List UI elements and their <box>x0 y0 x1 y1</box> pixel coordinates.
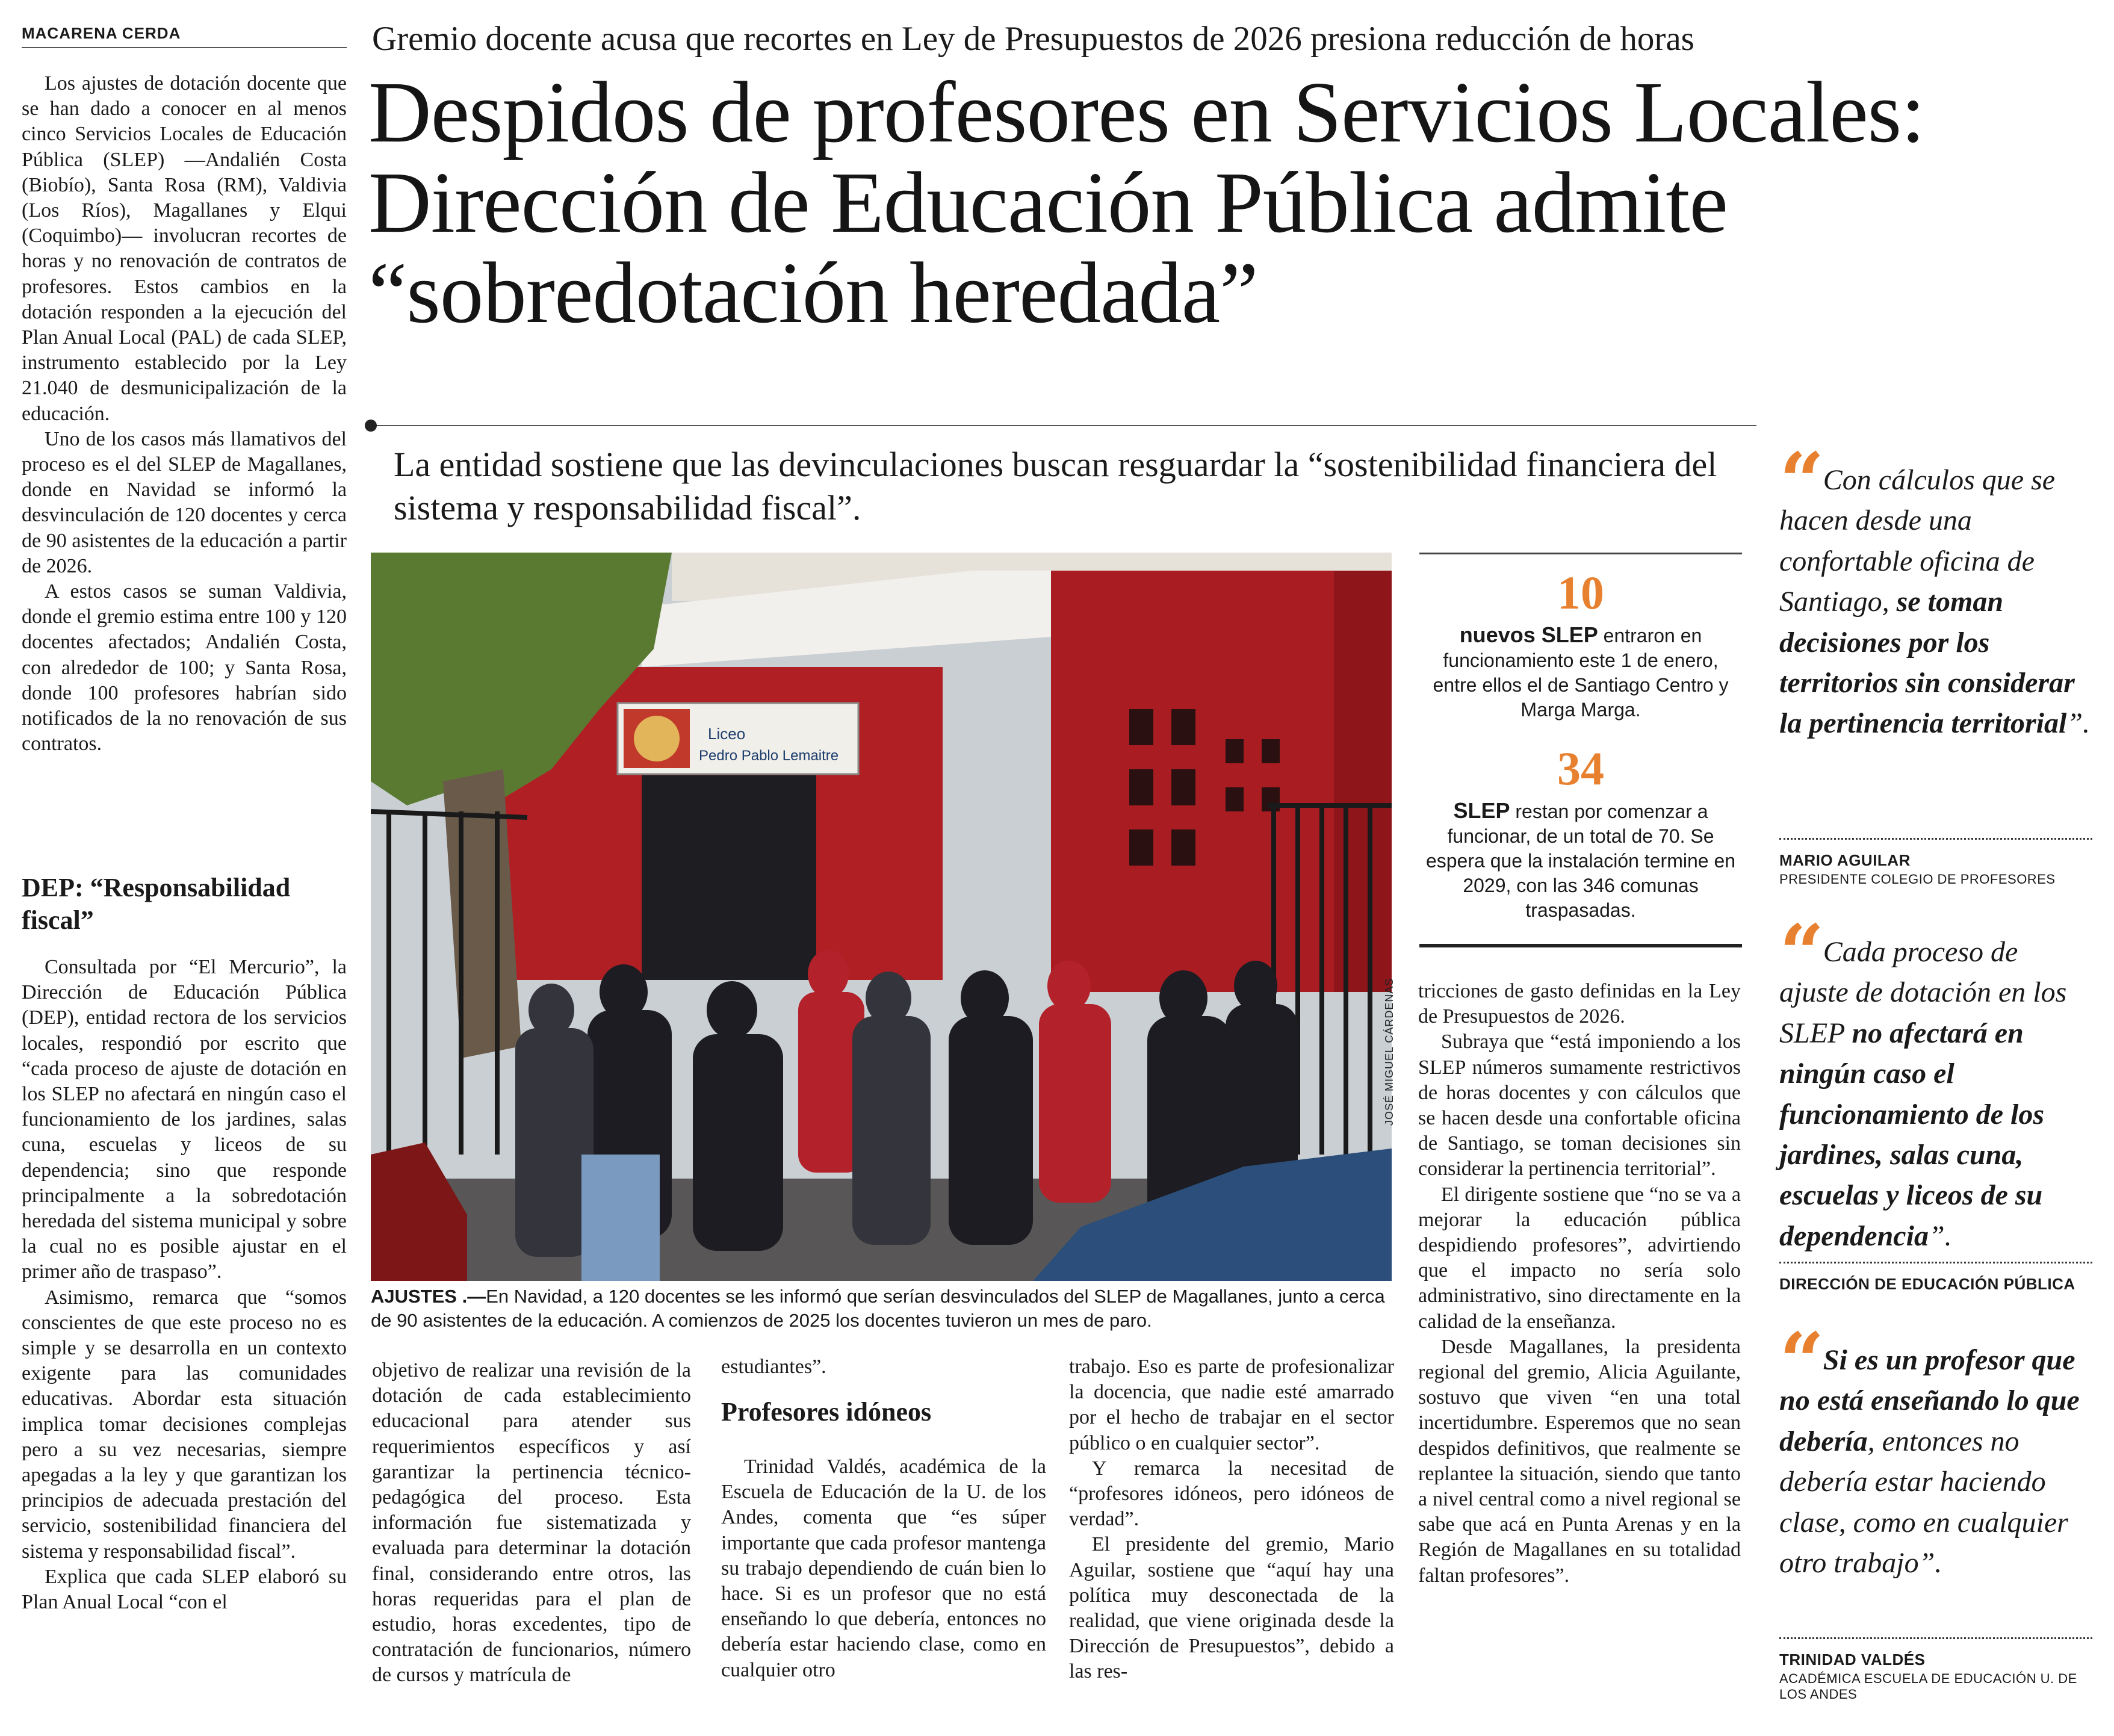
column-1 <box>22 71 347 757</box>
quote-text: Con cálculos que se hacen desde una confortable oficina de Santiago, <box>1779 464 2056 618</box>
headline: Despidos de profesores en Servicios Locales: Dirección de Educación Pública admite “sobredotación heredada” <box>368 64 1925 341</box>
paragraph: trabajo. Eso es parte de profesionalizar la docencia, que nadie esté amarrado por el hecho de trabajar en el sector público o en cualquier sector”. <box>1069 1356 1394 1454</box>
quote-rule <box>1779 1637 2092 1639</box>
quote-author-2: DIRECCIÓN DE EDUCACIÓN PÚBLICA <box>1779 1275 2075 1293</box>
quote-rule <box>1779 838 2092 840</box>
paragraph: Consultada por “El Mercurio”, la Dirección de Educación Pública (DEP), entidad rectora de los servicios locales, respondió por escrito que “cada proceso de ajuste de dotación en los SLEP no afectará en ningún caso el funcionamiento de los jardines, salas cuna, escuelas y liceos de su dependencia; sino que responde principalmente a la sobredotación heredada del sistema municipal y sobre la cual no es posible ajustar en el primer año de traspaso”. <box>22 956 347 1283</box>
stat-desc-1: entraron en funcionamiento este 1 de enero, entre ellos el de Santiago Centro y Marga Marga. <box>1433 625 1729 721</box>
caption-text: En Navidad, a 120 docentes se les informó que serían desvinculados del SLEP de Magallanes, junto a cerca de 90 asistentes de la educación. A comienzos de 2025 los docentes tuvieron un mes de paro. <box>371 1286 1385 1331</box>
byline-rule <box>22 47 347 48</box>
deck: La entidad sostiene que las devinculaciones buscan resguardar la “sostenibilidad financiera del sistema y responsabilidad fiscal”. <box>394 445 1717 527</box>
pull-quote-3 <box>1779 1315 2092 1583</box>
paragraph: objetivo de realizar una revisión de la dotación de cada establecimiento educacional para atender sus requerimientos específicos y así garantizar la pertinencia técnico-pedagógica del proceso. Esta información fue sistematizada y evaluada para determinar la dotación final, considerando entre otros, las horas requeridas para el plan de estudio, horas excedentes, tipo de contratación de funcionarios, número de cursos y matrícula de <box>372 1359 691 1687</box>
column-4 <box>1069 1354 1394 1685</box>
photo-caption <box>371 1285 1394 1333</box>
photo-illustration <box>371 553 1392 1281</box>
quote-end: , entonces no debería estar haciendo clase, como en cualquier otro trabajo”. <box>1779 1425 2068 1579</box>
paragraph: Explica que cada SLEP elaboró su Plan Anual Local “con el <box>22 1565 347 1614</box>
quote-bold: se toman decisiones por los territorios sin considerar la pertinencia territorial <box>1779 586 2075 740</box>
paragraph: El presidente del gremio, Mario Aguilar, sostiene que “aquí hay una política muy desconectada de la realidad, que viene originada desde la Dirección de Presupuestos”, debido a las res- <box>1069 1533 1394 1683</box>
stats-top-rule <box>1419 553 1742 554</box>
news-photo <box>371 553 1392 1281</box>
byline: MACARENA CERDA <box>22 24 181 42</box>
subhead-dep: DEP: “Responsabilidad fiscal” <box>22 873 291 935</box>
paragraph: Los ajustes de dotación docente que se han dado a conocer en al menos cinco Servicios Locales de Educación Pública (SLEP) —Andalién Costa (Biobío), Santa Rosa (RM), Valdivia (Los Ríos), Magallanes y Elqui (Coquimbo)— involucran recortes de horas y no renovación de contratos de profesores. Estos cambios en la dotación responden a la ejecución del Plan Anual Local (PAL) de cada SLEP, instrumento establecido por la Ley 21.040 de desmunicipalización de la educación. <box>22 72 347 425</box>
sign-line-1: Liceo <box>708 725 746 743</box>
stat-bold-1: nuevos SLEP <box>1459 622 1598 647</box>
column-5 <box>1418 979 1741 1589</box>
quote-role-1: PRESIDENTE COLEGIO DE PROFESORES <box>1779 872 2056 887</box>
quote-mark-icon: “ <box>1779 1315 1816 1407</box>
stat-text-2 <box>1419 798 1742 923</box>
subhead-profesores: Profesores idóneos <box>721 1397 932 1427</box>
column-2 <box>372 1358 691 1688</box>
quote-role-3: ACADÉMICA ESCUELA DE EDUCACIÓN U. DE LOS ANDES <box>1779 1671 2077 1702</box>
kicker: Gremio docente acusa que recortes en Ley de Presupuestos de 2026 presiona reducción de horas <box>372 20 1694 58</box>
paragraph: Trinidad Valdés, académica de la Escuela de Educación de la U. de los Andes, comenta que “es súper importante que cada profesor mantenga su trabajo dependiendo de cuán bien lo hace. Si es un profesor que no está enseñando lo que debería, entonces no debería estar haciendo clase, como en cualquier otro <box>721 1455 1046 1681</box>
quote-mark-icon: “ <box>1779 435 1816 527</box>
quote-text: Cada proceso de ajuste de dotación en los SLEP <box>1779 936 2067 1049</box>
deck-rule <box>372 425 1756 426</box>
paragraph: El dirigente sostiene que “no se va a mejorar la educación pública despidiendo profesores”, advirtiendo que el impacto no sería solo administrativo, sino directamente en la calidad de la enseñanza. <box>1418 1183 1741 1333</box>
quote-mark-icon: “ <box>1779 907 1816 999</box>
bullet-dot <box>365 420 377 432</box>
paragraph: Subraya que “está imponiendo a los SLEP números sumamente restrictivos de horas docentes y con cálculos que se hacen desde una confortable oficina de Santiago, se toman decisiones sin considerar la pertinencia territorial”. <box>1418 1031 1741 1180</box>
column-3 <box>721 1454 1046 1683</box>
quote-author-3: TRINIDAD VALDÉS <box>1779 1651 1926 1669</box>
column-3-top <box>721 1354 1046 1380</box>
stat-bold-2: SLEP <box>1453 798 1510 823</box>
caption-label: AJUSTES .— <box>371 1286 486 1307</box>
photo-credit: JOSÉ MIGUEL CÁRDENAS <box>1383 978 1395 1126</box>
pull-quote-2 <box>1779 907 2092 1256</box>
quote-rule <box>1779 1262 2092 1263</box>
column-1b <box>22 955 347 1615</box>
quote-bold: Si es un profesor que no está enseñando lo que debería <box>1779 1344 2080 1457</box>
paragraph: Y remarca la necesitad de “profesores idóneos, pero idóneos de verdad”. <box>1069 1457 1394 1531</box>
paragraph: Uno de los casos más llamativos del proceso es el del SLEP de Magallanes, donde en Navidad se informó la desvinculación de 120 docentes y cerca de 90 asistentes de la educación a partir de 2026. <box>22 427 347 577</box>
paragraph: tricciones de gasto definidas en la Ley de Presupuestos de 2026. <box>1418 980 1741 1028</box>
sign-line-2: Pedro Pablo Lemaitre <box>699 748 839 764</box>
stat-desc-2: restan por comenzar a funcionar, de un total de 70. Se espera que la instalación termine en 2029, con las 346 comunas traspasadas. <box>1425 801 1736 921</box>
stat-text-1 <box>1419 622 1742 722</box>
paragraph: A estos casos se suman Valdivia, donde el gremio estima entre 100 y 120 docentes afectados; Andalién Costa, con alrededor de 100; y Santa Rosa, donde 100 profesores habrían sido notificados de la no renovación de sus contratos. <box>22 580 347 755</box>
quote-author-1: MARIO AGUILAR <box>1779 851 1911 869</box>
paragraph: Asimismo, remarca que “somos conscientes de que este proceso no es simple y se desarrolla en un contexto exigente para las comunidades educativas. Abordar esta situación implica tomar decisiones complejas pero a su vez necesarias, siempre apegadas a la ley y que garantizan los principios de adecuada prestación del servicio, sostenibilidad financiera del sistema y responsabilidad fiscal”. <box>22 1286 347 1563</box>
stats-bottom-rule <box>1419 944 1742 947</box>
stat-number-1: 10 <box>1557 566 1604 619</box>
paragraph: estudiantes”. <box>721 1356 826 1378</box>
quote-end: ”. <box>2066 707 2091 740</box>
quote-bold: no afectará en ningún caso el funcionamiento de los jardines, salas cuna, escuelas y liceos de su dependencia <box>1779 1017 2045 1252</box>
pull-quote-1 <box>1779 435 2092 744</box>
quote-end: ”. <box>1928 1220 1952 1252</box>
paragraph: Desde Magallanes, la presidenta regional del gremio, Alicia Aguilante, sostuvo que viven “en una total incertidumbre. Esperemos que no sean despidos definitivos, que realmente se replantee la situación, siendo que tanto a nivel central como a nivel regional se sabe que acá en Punta Arenas y en la Región de Magallanes en su totalidad faltan profesores”. <box>1418 1335 1741 1587</box>
stat-number-2: 34 <box>1557 742 1604 795</box>
